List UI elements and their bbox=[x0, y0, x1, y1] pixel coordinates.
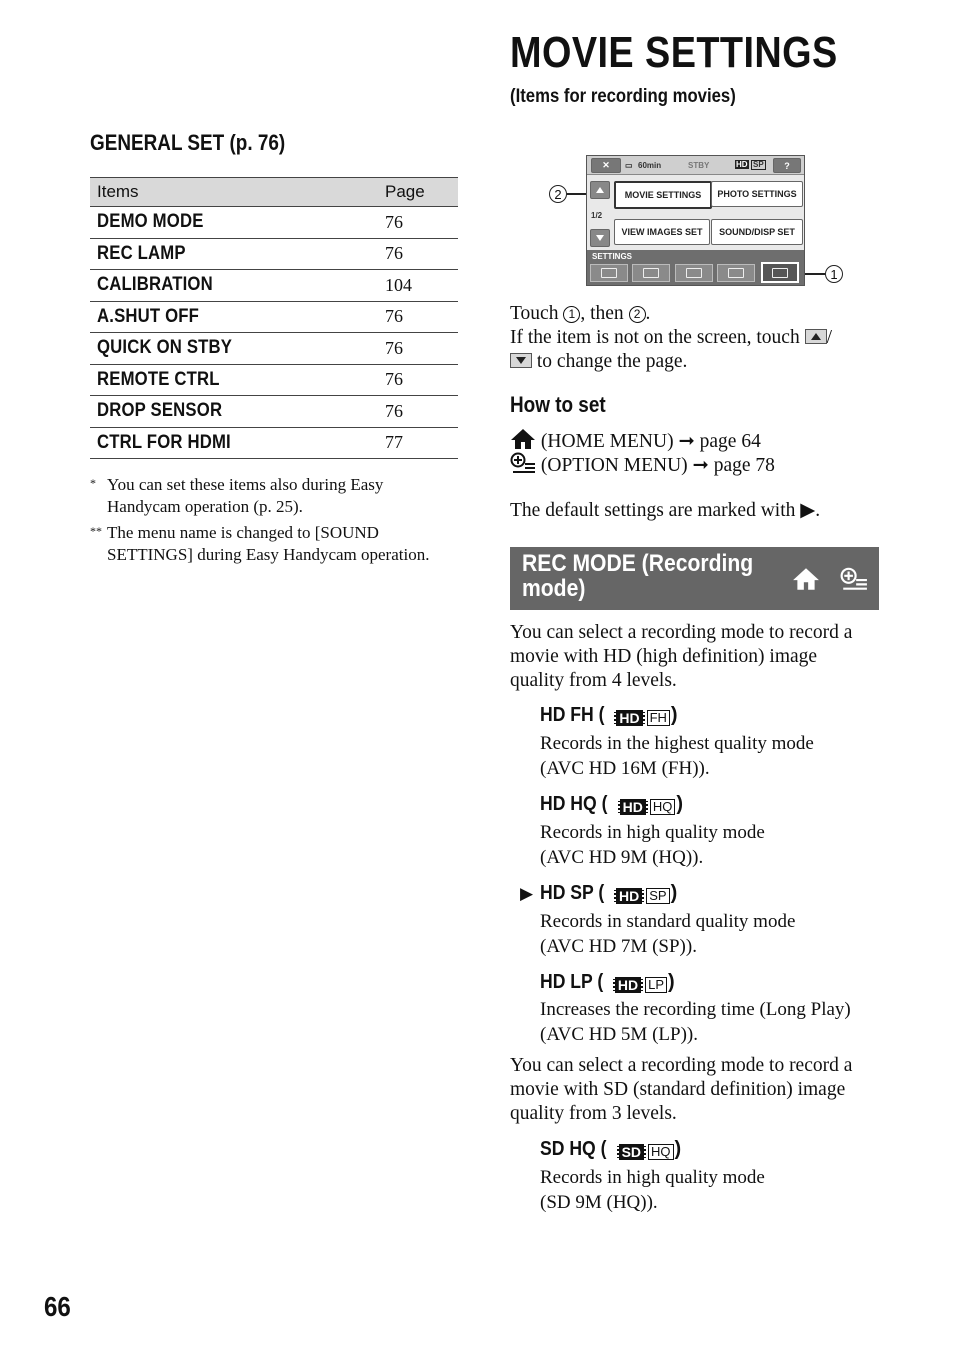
table-row bbox=[90, 301, 458, 333]
badge-hd: HD bbox=[618, 799, 648, 815]
option-menu-icon bbox=[510, 452, 536, 474]
period-text: . bbox=[645, 303, 651, 324]
mode-desc-line: Records in high quality mode bbox=[540, 1167, 765, 1188]
table-row bbox=[90, 333, 458, 365]
lcd-help-icon[interactable]: ? bbox=[773, 158, 801, 173]
mode-hd-lp-title bbox=[540, 971, 675, 994]
mode-sd-hq-description bbox=[540, 1165, 765, 1215]
lcd-photo-settings-button[interactable]: PHOTO SETTINGS bbox=[711, 181, 803, 207]
badge-hd: HD bbox=[613, 977, 643, 993]
row-item: REC LAMP bbox=[97, 242, 186, 264]
mode-sd-hq-title bbox=[540, 1138, 681, 1161]
footnote-mark: * bbox=[90, 476, 96, 490]
instruction-line-2 bbox=[510, 326, 832, 350]
column-header-items: Items bbox=[90, 178, 378, 207]
paren-close: ) bbox=[676, 793, 684, 815]
paren-close: ) bbox=[670, 704, 678, 726]
callout-1: 1 bbox=[825, 265, 843, 283]
mode-title-text: HD FH ( bbox=[540, 704, 605, 726]
mode-hd-sp-title bbox=[540, 882, 677, 905]
default-marker-icon: ▶ bbox=[520, 884, 534, 903]
mode-hd-sp-description bbox=[540, 909, 795, 959]
mode-desc-line: (SD 9M (HQ)). bbox=[540, 1192, 658, 1213]
home-menu-text: (HOME MENU) ➞ page 64 bbox=[540, 431, 761, 452]
row-item: DEMO MODE bbox=[97, 211, 204, 233]
sd-mode-intro bbox=[510, 1054, 852, 1126]
mode-hd-fh-title bbox=[540, 704, 678, 727]
mode-hd-lp-description bbox=[540, 997, 851, 1047]
footnote-1 bbox=[90, 474, 460, 518]
paren-close: ) bbox=[674, 1138, 682, 1160]
row-page: 76 bbox=[378, 301, 458, 333]
footnote-text: SETTINGS] during Easy Handycam operation. bbox=[107, 545, 430, 564]
table-row bbox=[90, 270, 458, 302]
footnote-text: The menu name is changed to [SOUND bbox=[107, 523, 379, 542]
media-tab-icon[interactable] bbox=[717, 264, 755, 282]
mode-desc-line: (AVC HD 9M (HQ)). bbox=[540, 847, 704, 868]
mode-hd-hq-title bbox=[540, 793, 683, 816]
camera-tab-icon[interactable] bbox=[590, 264, 628, 282]
home-icon bbox=[510, 428, 536, 450]
hd-sp-quality-icon bbox=[614, 888, 670, 904]
mode-desc-line: Records in high quality mode bbox=[540, 822, 765, 843]
rec-mode-intro bbox=[510, 621, 852, 693]
lcd-category-label: SETTINGS bbox=[592, 252, 633, 261]
option-menu-line bbox=[510, 452, 775, 478]
badge-hd: HD bbox=[614, 710, 644, 726]
toolbox-tab-icon[interactable] bbox=[761, 262, 799, 283]
mode-title-text: HD SP ( bbox=[540, 882, 605, 904]
lcd-quality-hd: HD bbox=[736, 160, 748, 169]
sd-hq-quality-icon bbox=[617, 1144, 674, 1160]
general-set-table bbox=[90, 177, 458, 459]
mode-title-text: SD HQ ( bbox=[540, 1138, 607, 1160]
rec-mode-title bbox=[522, 551, 753, 601]
footnote-text: You can set these items also during Easy bbox=[107, 475, 384, 494]
mode-desc-line: (AVC HD 7M (SP)). bbox=[540, 936, 697, 957]
lcd-sound-disp-set-button[interactable]: SOUND/DISP SET bbox=[711, 219, 803, 245]
mode-title-text: HD HQ ( bbox=[540, 793, 608, 815]
table-header-row bbox=[90, 178, 458, 207]
row-page: 77 bbox=[378, 427, 458, 459]
table-row bbox=[90, 396, 458, 428]
row-item: CALIBRATION bbox=[97, 274, 213, 296]
lcd-scroll-up-icon[interactable] bbox=[590, 181, 610, 199]
badge-quality: HQ bbox=[650, 799, 676, 815]
rec-mode-title-line-1: REC MODE (Recording bbox=[522, 550, 754, 577]
row-item: DROP SENSOR bbox=[97, 400, 223, 422]
lcd-close-icon[interactable]: ✕ bbox=[591, 158, 621, 173]
list-tab-icon[interactable] bbox=[675, 264, 713, 282]
badge-quality: HQ bbox=[648, 1144, 674, 1160]
home-icon bbox=[792, 567, 820, 591]
mode-desc-line: (AVC HD 5M (LP)). bbox=[540, 1024, 698, 1045]
scroll-up-icon bbox=[805, 329, 827, 344]
mode-desc-line: Records in the highest quality mode bbox=[540, 733, 814, 754]
table-row bbox=[90, 238, 458, 270]
intro-line: You can select a recording mode to record a bbox=[510, 1055, 853, 1076]
intro-line: movie with SD (standard definition) image bbox=[510, 1079, 846, 1100]
instruction-line-1 bbox=[510, 302, 650, 326]
touch-text: Touch bbox=[510, 303, 559, 324]
row-page: 76 bbox=[378, 364, 458, 396]
general-set-heading: GENERAL SET (p. 76) bbox=[90, 130, 286, 155]
mode-title-text: HD LP ( bbox=[540, 971, 604, 993]
table-row bbox=[90, 427, 458, 459]
instruction-text: If the item is not on the screen, touch bbox=[510, 327, 800, 348]
row-item: REMOTE CTRL bbox=[97, 368, 220, 390]
row-page: 76 bbox=[378, 396, 458, 428]
slash-text: / bbox=[826, 327, 833, 348]
playback-tab-icon[interactable] bbox=[632, 264, 670, 282]
page-title: MOVIE SETTINGS bbox=[510, 28, 838, 77]
intro-line: You can select a recording mode to record a bbox=[510, 622, 853, 643]
default-settings-note: The default settings are marked with ▶. bbox=[510, 500, 821, 521]
instruction-text: to change the page. bbox=[536, 351, 688, 372]
scroll-down-icon bbox=[510, 353, 532, 368]
row-page: 76 bbox=[378, 238, 458, 270]
instruction-line-3 bbox=[510, 350, 687, 374]
row-page: 104 bbox=[378, 270, 458, 302]
column-header-page: Page bbox=[378, 178, 458, 207]
hd-fh-quality-icon bbox=[614, 710, 670, 726]
row-page: 76 bbox=[378, 207, 458, 239]
table-row bbox=[90, 364, 458, 396]
hd-lp-quality-icon bbox=[613, 977, 667, 993]
option-menu-text: (OPTION MENU) ➞ page 78 bbox=[540, 455, 775, 476]
intro-line: quality from 4 levels. bbox=[510, 670, 677, 691]
circled-number-2: 2 bbox=[629, 306, 646, 323]
mode-hd-hq-description bbox=[540, 820, 765, 870]
mode-desc-line: (AVC HD 16M (FH)). bbox=[540, 758, 710, 779]
rec-mode-header bbox=[510, 547, 879, 610]
mode-desc-line: Records in standard quality mode bbox=[540, 911, 796, 932]
lcd-page-indicator: 1/2 bbox=[591, 211, 603, 220]
intro-line: quality from 3 levels. bbox=[510, 1103, 677, 1124]
row-item: QUICK ON STBY bbox=[97, 337, 233, 359]
badge-quality: LP bbox=[645, 977, 667, 993]
badge-quality: SP bbox=[646, 888, 669, 904]
footnote-text: Handycam operation (p. 25). bbox=[107, 497, 303, 516]
lcd-remaining-time: 60min bbox=[638, 161, 662, 170]
lcd-scroll-down-icon[interactable] bbox=[590, 229, 610, 247]
lcd-view-images-set-button[interactable]: VIEW IMAGES SET bbox=[614, 219, 710, 245]
callout-2: 2 bbox=[549, 185, 567, 203]
how-to-set-heading: How to set bbox=[510, 392, 606, 417]
row-page: 76 bbox=[378, 333, 458, 365]
callout-1-leader bbox=[803, 273, 825, 275]
footnote-mark: ** bbox=[90, 524, 102, 538]
page-number: 66 bbox=[44, 1291, 71, 1322]
badge-hd: HD bbox=[614, 888, 644, 904]
lcd-movie-settings-button[interactable]: MOVIE SETTINGS bbox=[614, 181, 712, 209]
battery-icon: ▭ bbox=[625, 161, 633, 170]
paren-close: ) bbox=[670, 882, 678, 904]
intro-line: movie with HD (high definition) image bbox=[510, 646, 818, 667]
then-text: , then bbox=[580, 303, 624, 324]
option-menu-icon bbox=[840, 567, 868, 591]
lcd-status-bar bbox=[587, 156, 804, 175]
table-row bbox=[90, 207, 458, 239]
badge-sd: SD bbox=[617, 1144, 646, 1160]
badge-quality: FH bbox=[647, 710, 670, 726]
mode-hd-fh-description bbox=[540, 731, 814, 781]
circled-number-1: 1 bbox=[563, 306, 580, 323]
rec-mode-title-line-2: mode) bbox=[522, 575, 586, 602]
home-menu-line bbox=[510, 428, 761, 454]
footnote-2 bbox=[90, 522, 460, 566]
lcd-status: STBY bbox=[688, 161, 710, 170]
row-item: CTRL FOR HDMI bbox=[97, 431, 231, 453]
page-subtitle: (Items for recording movies) bbox=[510, 86, 736, 107]
mode-desc-line: Increases the recording time (Long Play) bbox=[540, 999, 851, 1020]
paren-close: ) bbox=[668, 971, 675, 993]
row-item: A.SHUT OFF bbox=[97, 305, 200, 327]
lcd-screen-illustration bbox=[586, 155, 805, 286]
hd-hq-quality-icon bbox=[618, 799, 676, 815]
lcd-quality-sp: SP bbox=[753, 160, 764, 169]
